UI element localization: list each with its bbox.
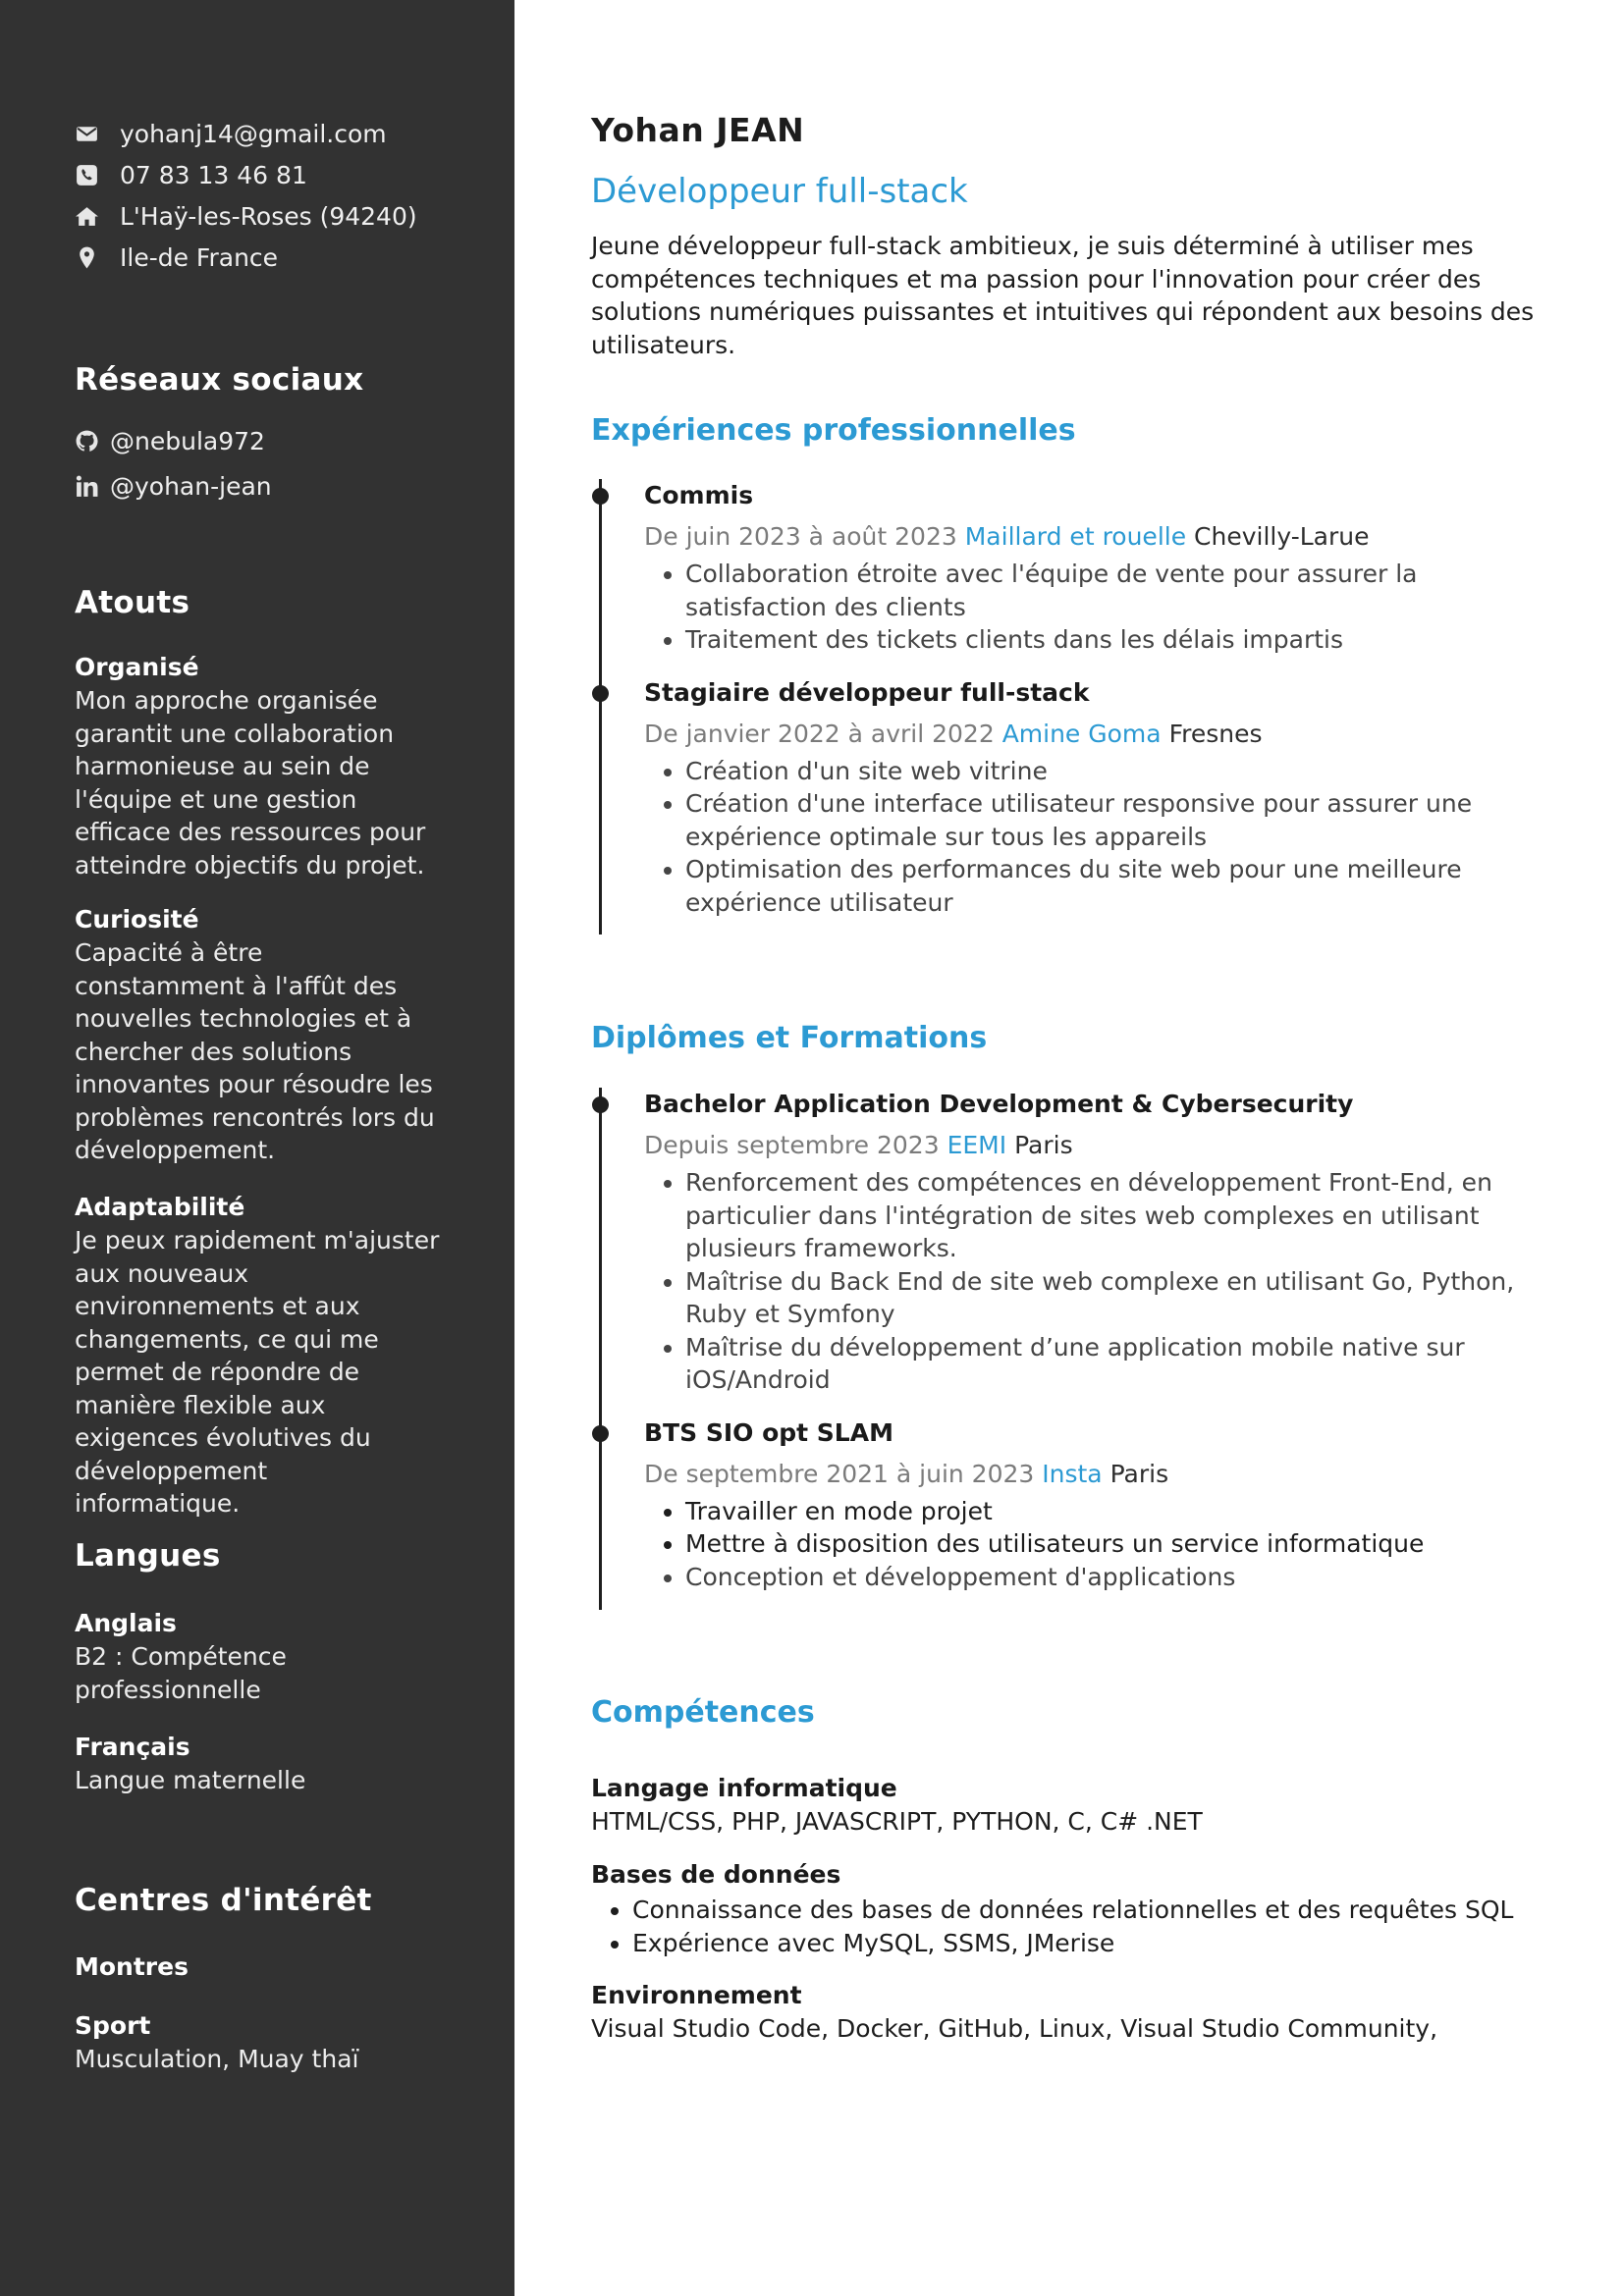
interest-name: Sport [75, 2011, 151, 2040]
asset-name: Organisé [75, 653, 199, 681]
education-bullets [644, 1495, 1563, 1594]
contact-list [75, 113, 417, 278]
languages-title: Langues [75, 1538, 221, 1574]
experience-meta [644, 520, 1563, 554]
language-level: B2 : Compétence professionnelle [75, 1642, 287, 1704]
timeline-dot [592, 1096, 609, 1113]
social-title: Réseaux sociaux [75, 362, 364, 398]
candidate-name: Yohan JEAN [591, 111, 805, 149]
phone-text: 07 83 13 46 81 [120, 160, 307, 189]
experience-date: De juin 2023 à août 2023 [644, 522, 957, 551]
asset-text: Mon approche organisée garantit une collaboration harmonieuse au sein de l'équipe et une gestion efficace des ressources pour atteindre objectifs du projet. [75, 686, 426, 880]
education-item [591, 1088, 1563, 1397]
education-school[interactable]: EEMI [947, 1131, 1007, 1159]
experience-company[interactable]: Maillard et rouelle [964, 522, 1187, 551]
skills-block [591, 1772, 1563, 2046]
github-handle: @nebula972 [110, 426, 265, 455]
asset-adaptabilite [75, 1191, 440, 1521]
language-name: Français [75, 1733, 190, 1761]
social-list [75, 418, 272, 508]
experience-location: Fresnes [1168, 719, 1263, 748]
list-item: • Conception et développement d'applications [685, 1561, 1563, 1594]
list-item: • Maîtrise du développement d’une application mobile native sur iOS/Android [685, 1331, 1563, 1397]
interest-name: Montres [75, 1952, 189, 1981]
phone-icon [75, 160, 120, 189]
asset-name: Adaptabilité [75, 1193, 245, 1221]
experience-timeline [591, 479, 1563, 919]
list-item: • Création d'une interface utilisateur responsive pour assurer une expérience optimale sur tous les appareils [685, 787, 1563, 853]
job-title: Développeur full-stack [591, 172, 968, 211]
asset-organise [75, 651, 440, 881]
profile-summary: Jeune développeur full-stack ambitieux, je suis déterminé à utiliser mes compétences techniques et ma passion pour l'innovation pour créer des solutions numériques puissantes et intuitives qui répondent aux besoins des utilisateurs. [591, 232, 1535, 359]
interest-text: Musculation, Muay thaï [75, 2045, 359, 2073]
education-location: Paris [1109, 1459, 1169, 1488]
contact-phone[interactable] [75, 154, 417, 195]
timeline-dot [592, 1425, 609, 1442]
education-date: De septembre 2021 à juin 2023 [644, 1459, 1035, 1488]
envelope-icon [75, 119, 120, 148]
map-pin-icon [75, 242, 120, 272]
skills-languages-text: HTML/CSS, PHP, JAVASCRIPT, PYTHON, C, C# .NET [591, 1807, 1203, 1836]
experience-location: Chevilly-Larue [1194, 522, 1370, 551]
experience-company[interactable]: Amine Goma [1001, 719, 1162, 748]
interest-watches [75, 1950, 440, 1984]
timeline-dot [592, 488, 609, 505]
education-title: Diplômes et Formations [591, 1021, 988, 1055]
list-item: • Traitement des tickets clients dans les délais impartis [685, 623, 1563, 657]
education-date: Depuis septembre 2023 [644, 1131, 940, 1159]
education-timeline [591, 1088, 1563, 1593]
asset-text: Je peux rapidement m'ajuster aux nouveaux environnements et aux changements, ce qui me permet de répondre de manière flexible aux exigences évolutives du développement informatique. [75, 1226, 440, 1518]
list-item: • Mettre à disposition des utilisateurs un service informatique [685, 1527, 1563, 1561]
social-github[interactable] [75, 418, 272, 463]
experience-bullets [644, 558, 1563, 657]
social-linkedin[interactable] [75, 463, 272, 508]
contact-email[interactable] [75, 113, 417, 154]
experience-role: Stagiaire développeur full-stack [644, 677, 1090, 707]
linkedin-icon [75, 471, 110, 501]
education-meta [644, 1129, 1563, 1162]
list-item: • Connaissance des bases de données relationnelles et des requêtes SQL [632, 1894, 1563, 1927]
contact-region [75, 237, 417, 278]
language-english [75, 1607, 440, 1706]
education-meta [644, 1458, 1563, 1491]
experience-role: Commis [644, 481, 754, 509]
region-text: Ile-de France [120, 242, 279, 272]
timeline-dot [592, 685, 609, 702]
linkedin-handle: @yohan-jean [110, 471, 272, 501]
assets-title: Atouts [75, 585, 190, 620]
experience-bullets [644, 755, 1563, 920]
education-degree: BTS SIO opt SLAM [644, 1417, 893, 1447]
experience-title: Expériences professionnelles [591, 413, 1076, 448]
skills-db-bullets [591, 1894, 1563, 1959]
email-text: yohanj14@gmail.com [120, 119, 387, 148]
experience-meta [644, 718, 1563, 751]
language-name: Anglais [75, 1609, 177, 1637]
language-french [75, 1731, 440, 1797]
skills-title: Compétences [591, 1695, 815, 1730]
asset-text: Capacité à être constamment à l'affût des nouvelles technologies et à chercher des solutions innovantes pour résoudre les problèmes rencontrés lors du développement. [75, 938, 435, 1164]
list-item: • Expérience avec MySQL, SSMS, JMerise [632, 1927, 1563, 1960]
home-icon [75, 201, 120, 231]
interests-title: Centres d'intérêt [75, 1883, 372, 1918]
sidebar [0, 0, 514, 2296]
education-school[interactable]: Insta [1042, 1459, 1103, 1488]
list-item: • Renforcement des compétences en développement Front-End, en particulier dans l'intégration de sites web complexes en utilisant plusieurs frameworks. [685, 1166, 1563, 1265]
interest-sport [75, 2009, 440, 2076]
skills-db-head: Bases de données [591, 1860, 841, 1889]
skills-env-text: Visual Studio Code, Docker, GitHub, Linux, Visual Studio Community, [591, 2014, 1438, 2043]
education-location: Paris [1014, 1131, 1073, 1159]
list-item: • Optimisation des performances du site web pour une meilleure expérience utilisateur [685, 853, 1563, 919]
asset-curiosite [75, 903, 440, 1167]
contact-address [75, 195, 417, 237]
list-item: • Maîtrise du Back End de site web complexe en utilisant Go, Python, Ruby et Symfony [685, 1265, 1563, 1331]
experience-item [591, 479, 1563, 657]
address-text: L'Haÿ-les-Roses (94240) [120, 201, 417, 231]
list-item: • Création d'un site web vitrine [685, 755, 1563, 788]
language-level: Langue maternelle [75, 1766, 306, 1794]
list-item: • Travailler en mode projet [685, 1495, 1563, 1528]
education-degree: Bachelor Application Development & Cybersecurity [644, 1090, 1354, 1118]
skills-env-head: Environnement [591, 1981, 802, 2009]
asset-name: Curiosité [75, 905, 199, 934]
education-bullets [644, 1166, 1563, 1397]
list-item: • Collaboration étroite avec l'équipe de vente pour assurer la satisfaction des clients [685, 558, 1563, 623]
github-icon [75, 426, 110, 455]
skills-languages-head: Langage informatique [591, 1774, 897, 1802]
education-item [591, 1416, 1563, 1594]
experience-date: De janvier 2022 à avril 2022 [644, 719, 995, 748]
experience-item [591, 676, 1563, 920]
